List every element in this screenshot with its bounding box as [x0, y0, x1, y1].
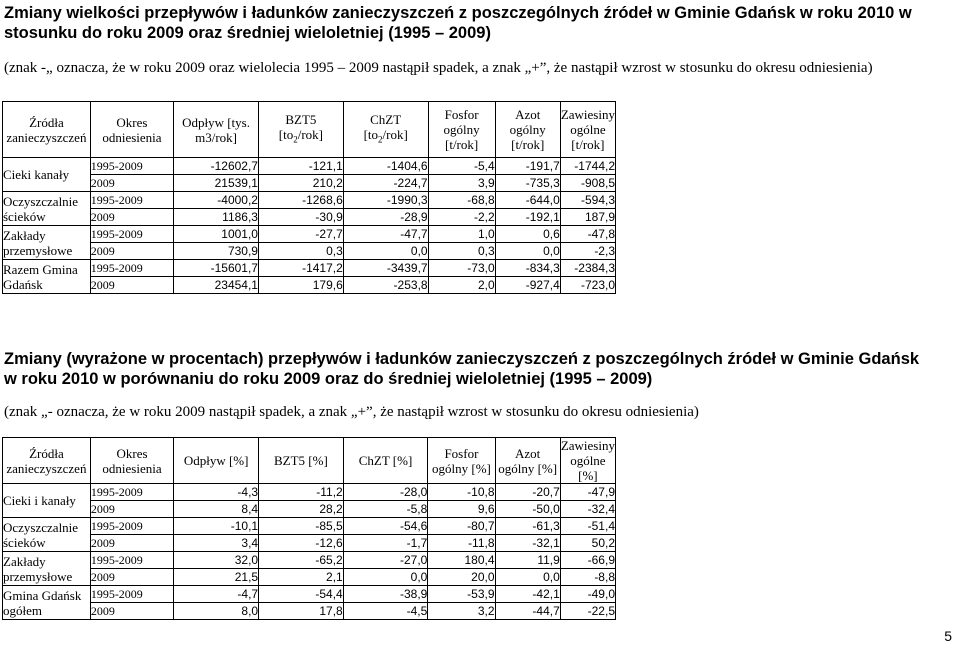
value-cell: -4000,2 — [174, 192, 259, 209]
header-phosphorus: Fosfor ogólny [%] — [428, 438, 495, 484]
value-cell: 21539,1 — [174, 175, 259, 192]
period-cell: 2009 — [90, 603, 173, 620]
header-period: Okres odniesienia — [90, 438, 173, 484]
table-row — [3, 518, 616, 535]
value-cell: -49,0 — [560, 586, 615, 603]
value-cell: 11,9 — [495, 552, 560, 569]
value-cell: 180,4 — [428, 552, 495, 569]
value-cell: -54,4 — [259, 586, 344, 603]
value-cell: 0,0 — [495, 243, 560, 260]
value-cell: -723,0 — [560, 277, 615, 294]
value-cell: -42,1 — [495, 586, 560, 603]
value-cell: -66,9 — [560, 552, 615, 569]
header-suspended: Zawiesiny ogólne [%] — [560, 438, 615, 483]
header-chzt: ChZT [%] — [343, 438, 428, 484]
value-cell: 9,6 — [428, 501, 495, 518]
header-nitrogen: Azot ogólny [t/rok] — [495, 102, 560, 158]
section1-title: Zmiany wielkości przepływów i ładunków zanieczyszczeń z poszczególnych źródeł w Gminie Gdańsk w roku 2010 w stosunku do roku 2009 oraz średniej wieloletniej (1995 – 2009) — [4, 4, 912, 42]
value-cell: 0,3 — [428, 243, 495, 260]
value-cell: -53,9 — [428, 586, 495, 603]
value-cell: 730,9 — [174, 243, 259, 260]
value-cell: 1186,3 — [174, 209, 259, 226]
table-row — [3, 569, 616, 586]
value-cell: 50,2 — [560, 535, 615, 552]
value-cell: -121,1 — [258, 158, 343, 175]
header-chzt-unit-post: /rok] — [382, 126, 408, 142]
value-cell: 17,8 — [259, 603, 344, 620]
source-label: Zakłady przemysłowe — [3, 552, 91, 586]
value-cell: -1268,6 — [258, 192, 343, 209]
value-cell: -30,9 — [258, 209, 343, 226]
header-bzt5-unit-pre: [to — [278, 126, 294, 142]
period-cell: 2009 — [90, 535, 173, 552]
table-row — [3, 603, 616, 620]
value-cell: 0,0 — [343, 569, 428, 586]
period-cell: 1995-2009 — [90, 226, 173, 243]
period-cell: 1995-2009 — [90, 586, 173, 603]
value-cell: -27,0 — [343, 552, 428, 569]
header-chzt-name: ChZT — [370, 111, 402, 127]
value-cell: -191,7 — [495, 158, 560, 175]
source-label: Cieki i kanały — [3, 484, 91, 518]
value-cell: -20,7 — [495, 484, 560, 501]
value-cell: -5,4 — [428, 158, 495, 175]
value-cell: -5,8 — [343, 501, 428, 518]
value-cell: 8,4 — [174, 501, 259, 518]
value-cell: -22,5 — [560, 603, 615, 620]
source-label: Cieki kanały — [3, 158, 91, 192]
header-phosphorus: Fosfor ogólny [t/rok] — [428, 102, 495, 158]
header-flow: Odpływ [tys. m3/rok] — [174, 102, 259, 158]
value-cell: -28,9 — [343, 209, 428, 226]
value-cell: -11,8 — [428, 535, 495, 552]
value-cell: -12,6 — [259, 535, 344, 552]
value-cell: -61,3 — [495, 518, 560, 535]
value-cell: -3439,7 — [343, 260, 428, 277]
table-row — [3, 158, 616, 175]
value-cell: -253,8 — [343, 277, 428, 294]
header-bzt5-unit-sub: 2 — [293, 134, 298, 145]
value-cell: -85,5 — [259, 518, 344, 535]
value-cell: 0,3 — [258, 243, 343, 260]
page-number: 5 — [944, 628, 952, 644]
value-cell: -54,6 — [343, 518, 428, 535]
value-cell: -38,9 — [343, 586, 428, 603]
loads-change-table — [2, 101, 616, 294]
value-cell: -594,3 — [560, 192, 615, 209]
value-cell: -47,8 — [560, 226, 615, 243]
value-cell: -80,7 — [428, 518, 495, 535]
value-cell: -4,3 — [174, 484, 259, 501]
value-cell: 1001,0 — [174, 226, 259, 243]
value-cell: -1417,2 — [258, 260, 343, 277]
value-cell: 23454,1 — [174, 277, 259, 294]
value-cell: -8,8 — [560, 569, 615, 586]
period-cell: 2009 — [90, 243, 173, 260]
value-cell: -12602,7 — [174, 158, 259, 175]
value-cell: -11,2 — [259, 484, 344, 501]
header-chzt — [343, 102, 428, 158]
value-cell: -1404,6 — [343, 158, 428, 175]
table-row — [3, 535, 616, 552]
value-cell: -32,1 — [495, 535, 560, 552]
value-cell: -908,5 — [560, 175, 615, 192]
period-cell: 1995-2009 — [90, 158, 173, 175]
value-cell: -2384,3 — [560, 260, 615, 277]
period-cell: 2009 — [90, 175, 173, 192]
period-cell: 2009 — [90, 277, 173, 294]
value-cell: -10,1 — [174, 518, 259, 535]
section2-note: (znak „- oznacza, że w roku 2009 nastąpił spadek, a znak „+”, że nastąpił wzrost w stosunku do okresu odniesienia) — [4, 404, 699, 420]
value-cell: 2,0 — [428, 277, 495, 294]
value-cell: 21,5 — [174, 569, 259, 586]
header-flow: Odpływ [%] — [174, 438, 259, 484]
period-cell: 2009 — [90, 209, 173, 226]
value-cell: 28,2 — [259, 501, 344, 518]
header-chzt-unit-sub: 2 — [378, 134, 383, 145]
table-row — [3, 552, 616, 569]
table-row — [3, 226, 616, 243]
header-nitrogen: Azot ogólny [%] — [495, 438, 560, 484]
value-cell: 8,0 — [174, 603, 259, 620]
source-label: Zakłady przemysłowe — [3, 226, 91, 260]
value-cell: -1990,3 — [343, 192, 428, 209]
table-row — [3, 243, 616, 260]
header-period: Okres odniesienia — [90, 102, 173, 158]
table-row — [3, 209, 616, 226]
value-cell: 1,0 — [428, 226, 495, 243]
value-cell: -44,7 — [495, 603, 560, 620]
value-cell: -834,3 — [495, 260, 560, 277]
value-cell: 179,6 — [258, 277, 343, 294]
header-source: Źródła zanieczyszczeń — [3, 438, 91, 484]
period-cell: 2009 — [90, 501, 173, 518]
value-cell: 0,6 — [495, 226, 560, 243]
value-cell: -1744,2 — [560, 158, 615, 175]
table-header-row — [3, 438, 616, 484]
value-cell: -2,3 — [560, 243, 615, 260]
value-cell: -68,8 — [428, 192, 495, 209]
section1-note: (znak -„ oznacza, że w roku 2009 oraz wielolecia 1995 – 2009 nastąpił spadek, a znak „+”, że nastąpił wzrost w stosunku do okresu odniesienia) — [4, 60, 873, 76]
value-cell: 2,1 — [259, 569, 344, 586]
percent-change-table — [2, 437, 616, 620]
value-cell: 20,0 — [428, 569, 495, 586]
value-cell: -65,2 — [259, 552, 344, 569]
value-cell: -4,5 — [343, 603, 428, 620]
value-cell: 210,2 — [258, 175, 343, 192]
header-chzt-unit-pre: [to — [363, 126, 379, 142]
source-label: Gmina Gdańsk ogółem — [3, 586, 91, 620]
value-cell: -644,0 — [495, 192, 560, 209]
period-cell: 1995-2009 — [90, 484, 173, 501]
source-label: Razem Gmina Gdańsk — [3, 260, 91, 294]
value-cell: -73,0 — [428, 260, 495, 277]
period-cell: 1995-2009 — [90, 192, 173, 209]
period-cell: 1995-2009 — [90, 260, 173, 277]
section2-title: Zmiany (wyrażone w procentach) przepływów i ładunków zanieczyszczeń z poszczególnych źródeł w Gminie Gdańsk w roku 2010 w porównaniu do roku 2009 oraz do średniej wieloletniej (1995 – 2009) — [4, 350, 920, 388]
header-bzt5 — [258, 102, 343, 158]
value-cell: 3,2 — [428, 603, 495, 620]
table-row — [3, 277, 616, 294]
header-bzt5-unit-post: /rok] — [297, 126, 323, 142]
value-cell: -27,7 — [258, 226, 343, 243]
header-bzt5-name: BZT5 — [285, 111, 317, 127]
table-row — [3, 501, 616, 518]
table-row — [3, 260, 616, 277]
period-cell: 2009 — [90, 569, 173, 586]
header-bzt5: BZT5 [%] — [259, 438, 344, 484]
table-header-row — [3, 102, 616, 158]
value-cell: -51,4 — [560, 518, 615, 535]
period-cell: 1995-2009 — [90, 552, 173, 569]
value-cell: -47,7 — [343, 226, 428, 243]
value-cell: -28,0 — [343, 484, 428, 501]
value-cell: -2,2 — [428, 209, 495, 226]
table-row — [3, 586, 616, 603]
value-cell: -15601,7 — [174, 260, 259, 277]
value-cell: -10,8 — [428, 484, 495, 501]
value-cell: -32,4 — [560, 501, 615, 518]
table-row — [3, 175, 616, 192]
value-cell: -192,1 — [495, 209, 560, 226]
header-suspended: Zawiesiny ogólne [t/rok] — [560, 102, 615, 158]
value-cell: -50,0 — [495, 501, 560, 518]
value-cell: -47,9 — [560, 484, 615, 501]
source-label: Oczyszczalnie ścieków — [3, 192, 91, 226]
value-cell: 187,9 — [560, 209, 615, 226]
source-label: Oczyszczalnie ścieków — [3, 518, 91, 552]
table-row — [3, 484, 616, 501]
table-row — [3, 192, 616, 209]
value-cell: -1,7 — [343, 535, 428, 552]
value-cell: 3,4 — [174, 535, 259, 552]
value-cell: 32,0 — [174, 552, 259, 569]
header-source: Źródła zanieczyszczeń — [3, 102, 91, 158]
value-cell: 0,0 — [343, 243, 428, 260]
value-cell: -4,7 — [174, 586, 259, 603]
value-cell: -735,3 — [495, 175, 560, 192]
value-cell: -927,4 — [495, 277, 560, 294]
value-cell: 3,9 — [428, 175, 495, 192]
period-cell: 1995-2009 — [90, 518, 173, 535]
value-cell: 0,0 — [495, 569, 560, 586]
value-cell: -224,7 — [343, 175, 428, 192]
